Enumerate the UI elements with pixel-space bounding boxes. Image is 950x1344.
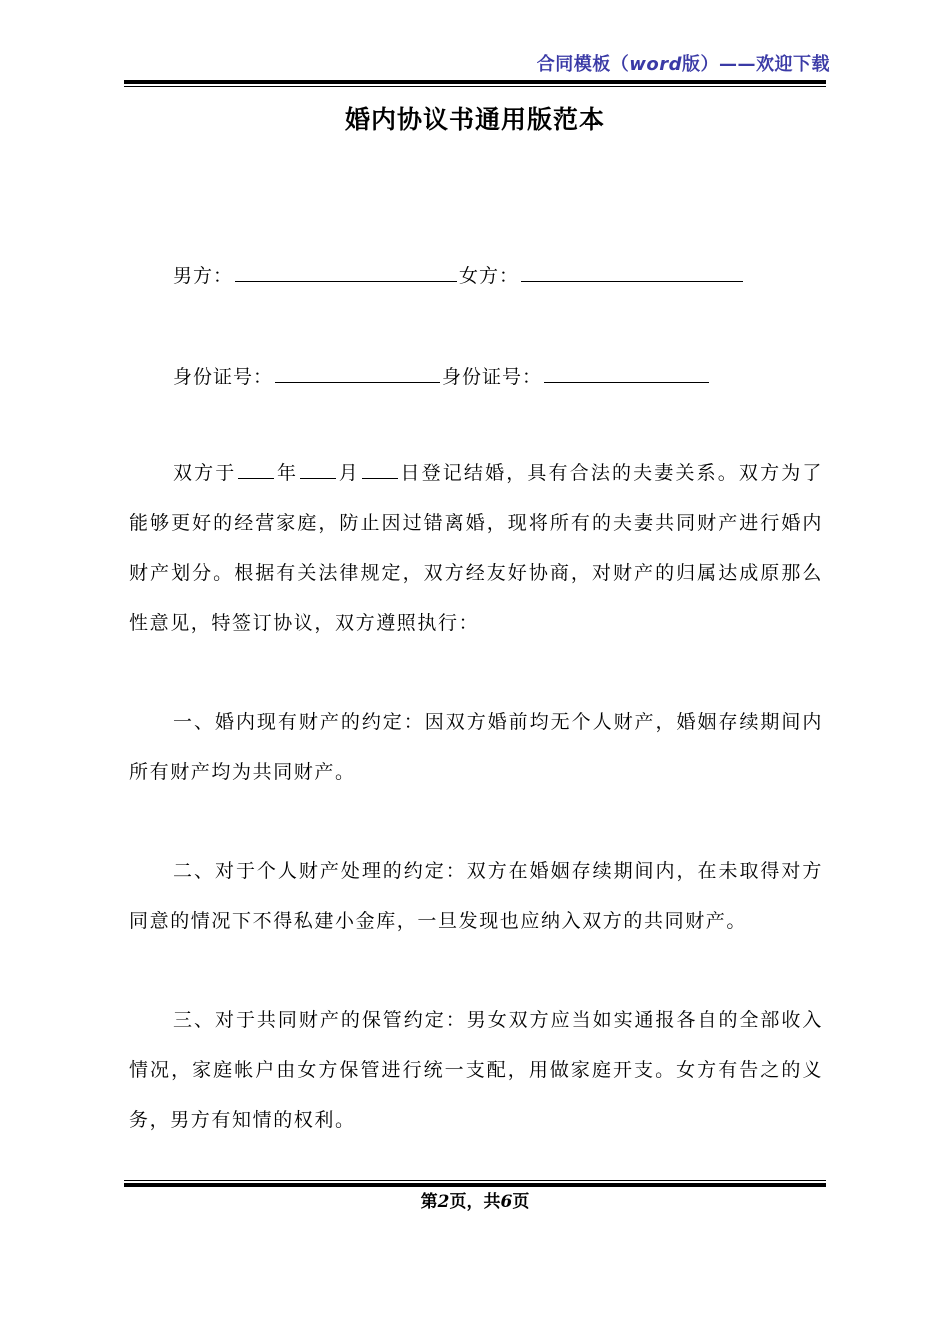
page-current: 2 xyxy=(437,1192,450,1212)
header-word: word xyxy=(629,54,682,75)
page-suffix: 页 xyxy=(512,1192,530,1212)
header-text xyxy=(537,50,830,76)
female-label: 女方： xyxy=(459,265,520,287)
id-numbers-line xyxy=(173,362,711,389)
document-title: 婚内协议书通用版范本 xyxy=(344,105,605,134)
clause-2: 二、对于个人财产处理的约定：双方在婚姻存续期间内，在未取得对方同意的情况下不得私建小金库，一旦发现也应纳入双方的共同财产。 xyxy=(129,860,823,932)
intro-paragraph xyxy=(129,448,823,648)
footer-rule-thin xyxy=(124,1180,826,1181)
clause-1: 一、婚内现有财产的约定：因双方婚前均无个人财产，婚姻存续期间内所有财产均为共同财产。 xyxy=(129,711,823,783)
day-blank xyxy=(362,460,398,479)
clause-3: 三、对于共同财产的保管约定：男女双方应当如实通报各自的全部收入情况，家庭帐户由女方保管进行统一支配，用做家庭开支。女方有告之的义务，男方有知情的权利。 xyxy=(129,1009,823,1131)
page-prefix: 第 xyxy=(420,1192,438,1212)
header-prefix: 合同模板（ xyxy=(536,54,630,75)
intro-year: 年 xyxy=(276,462,299,484)
male-label: 男方： xyxy=(173,265,234,287)
header-rule-thick xyxy=(124,80,826,84)
header-rule-thin xyxy=(124,86,826,87)
female-name-blank xyxy=(521,261,743,282)
year-blank xyxy=(238,460,274,479)
female-id-label: 身份证号： xyxy=(442,366,543,388)
page-number xyxy=(0,1187,950,1212)
month-blank xyxy=(300,460,336,479)
intro-part1: 双方于 xyxy=(173,462,237,484)
male-name-blank xyxy=(235,261,457,282)
male-id-blank xyxy=(275,362,440,383)
page-total: 6 xyxy=(500,1192,513,1212)
male-id-label: 身份证号： xyxy=(173,366,274,388)
party-names-line xyxy=(173,261,745,288)
female-id-blank xyxy=(544,362,709,383)
page-middle: 页，共 xyxy=(449,1192,501,1212)
header-suffix: 版）——欢迎下载 xyxy=(682,54,830,75)
intro-part2: 日登记结婚，具有合法的夫妻关系。双方为了能够更好的经营家庭，防止因过错离婚，现将所有的夫妻共同财产进行婚内财产划分。根据有关法律规定，双方经友好协商，对财产的归属达成原那么性意见，特签订协议，双方遵照执行： xyxy=(129,462,823,634)
intro-month: 月 xyxy=(338,462,360,484)
